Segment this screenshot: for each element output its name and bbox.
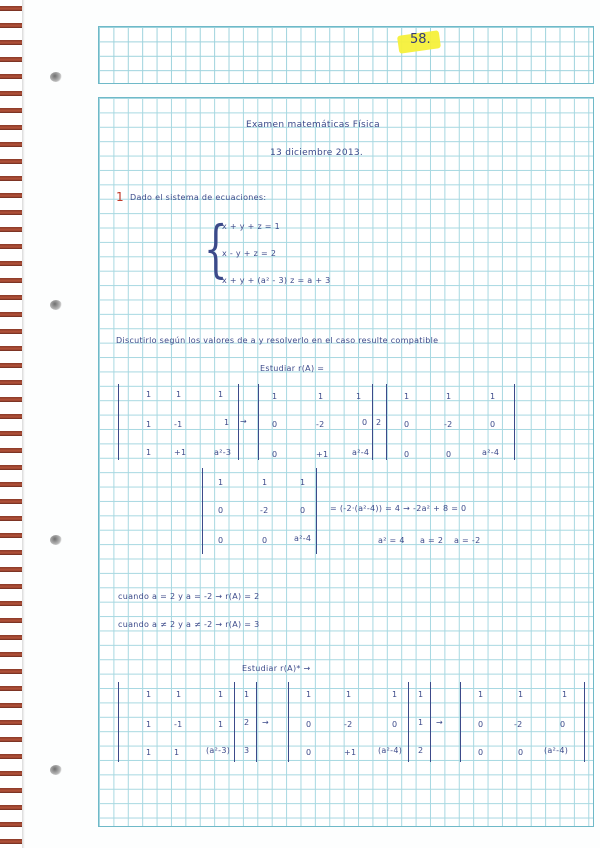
e2-cell: 0 (392, 720, 398, 729)
arrow: → (240, 417, 248, 426)
e1-cell: 1 (176, 690, 182, 699)
arrow: → (436, 718, 444, 727)
m2-cell: 0 (272, 450, 278, 459)
m3-cell: a²-4 (482, 448, 500, 457)
matrix-bar (258, 384, 259, 460)
e1-cell: 1 (146, 690, 152, 699)
m1-cell: 1 (224, 418, 230, 427)
e2-cell: +1 (344, 748, 357, 757)
m3-cell: 0 (404, 450, 410, 459)
determinant-expression: = (-2·(a²-4)) = 4 → -2a² + 8 = 0 (330, 504, 467, 513)
m2-cell: 1 (356, 392, 362, 401)
exam-date: 13 diciembre 2013. (270, 148, 364, 158)
m2-cell: 0 (272, 420, 278, 429)
m2-cell: a²-4 (352, 448, 370, 457)
header-grid (98, 26, 594, 84)
e3-cell: 1 (518, 690, 524, 699)
m4-cell: 1 (300, 478, 306, 487)
m4-cell: 0 (300, 506, 306, 515)
extended-rank-label: Estudiar r(A)* → (242, 664, 311, 673)
m3-cell: -2 (444, 420, 453, 429)
ext-matrix-bar (460, 682, 461, 762)
case-rank-2: cuando a = 2 y a = -2 → r(A) = 2 (118, 592, 260, 601)
problem-statement: Dado el sistema de ecuaciones: (130, 193, 267, 202)
e2-cell: 1 (418, 718, 424, 727)
page-number: 58. (410, 32, 431, 47)
e1-cell: 3 (244, 746, 250, 755)
m1-cell: a²-3 (214, 448, 232, 457)
m1-cell: 1 (146, 390, 152, 399)
row-op: 2 (376, 418, 382, 427)
problem-instruction: Discutirlo según los valores de a y resolverlo en el caso resulte compatible (116, 336, 439, 345)
determinant-bar (316, 468, 317, 554)
matrix-bar (118, 384, 119, 460)
e2-cell: (a²-4) (378, 746, 403, 755)
equation-1: x + y + z = 1 (222, 222, 281, 231)
m4-cell: -2 (260, 506, 269, 515)
punch-hole (50, 765, 62, 775)
rank-label: Estudiar r(A) = (260, 364, 325, 373)
e3-cell: 0 (478, 720, 484, 729)
e1-cell: 1 (146, 748, 152, 757)
e3-cell: 1 (478, 690, 484, 699)
e2-cell: -2 (344, 720, 353, 729)
m3-cell: 1 (404, 392, 410, 401)
e1-cell: -1 (174, 720, 183, 729)
matrix-bar (386, 384, 387, 460)
page-edge (22, 0, 25, 848)
equation-3: x + y + (a² - 3) z = a + 3 (222, 276, 331, 285)
determinant-bar (202, 468, 203, 554)
m4-cell: 1 (218, 478, 224, 487)
e1-cell: 1 (174, 748, 180, 757)
e3-cell: -2 (514, 720, 523, 729)
ext-matrix-bar (430, 682, 431, 762)
m2-cell: 1 (272, 392, 278, 401)
e1-cell: 1 (244, 690, 250, 699)
m1-cell: +1 (174, 448, 187, 457)
e2-cell: 0 (306, 748, 312, 757)
m3-cell: 0 (490, 420, 496, 429)
e1-cell: 2 (244, 718, 250, 727)
m4-cell: 0 (218, 536, 224, 545)
m1-cell: 1 (176, 390, 182, 399)
m1-cell: 1 (146, 420, 152, 429)
punch-hole (50, 300, 62, 310)
e1-cell: (a²-3) (206, 746, 231, 755)
solve-line: a = 2 (420, 536, 444, 545)
e1-cell: 1 (218, 720, 224, 729)
ext-matrix-divider (234, 682, 235, 762)
e3-cell: (a²-4) (544, 746, 569, 755)
solve-line: a = -2 (454, 536, 481, 545)
punch-hole (50, 535, 62, 545)
e2-cell: 0 (306, 720, 312, 729)
matrix-bar (514, 384, 515, 460)
ext-matrix-bar (288, 682, 289, 762)
e1-cell: 1 (218, 690, 224, 699)
grid-paper (98, 97, 594, 827)
m3-cell: 0 (404, 420, 410, 429)
case-rank-3: cuando a ≠ 2 y a ≠ -2 → r(A) = 3 (118, 620, 260, 629)
m2-cell: 1 (318, 392, 324, 401)
m4-cell: 0 (218, 506, 224, 515)
matrix-bar (372, 384, 373, 460)
m1-cell: 1 (218, 390, 224, 399)
m4-cell: 0 (262, 536, 268, 545)
m2-cell: -2 (316, 420, 325, 429)
e1-cell: 1 (146, 720, 152, 729)
system-brace: { (203, 212, 228, 285)
m4-cell: 1 (262, 478, 268, 487)
e3-cell: 0 (560, 720, 566, 729)
ext-matrix-bar (118, 682, 119, 762)
e2-cell: 1 (346, 690, 352, 699)
m3-cell: 1 (490, 392, 496, 401)
problem-number: 1 (116, 190, 124, 204)
ext-matrix-divider (408, 682, 409, 762)
m2-cell: +1 (316, 450, 329, 459)
equation-2: x - y + z = 2 (222, 249, 277, 258)
e3-cell: 0 (478, 748, 484, 757)
m2-cell: 0 (362, 418, 368, 427)
ext-matrix-bar (584, 682, 585, 762)
m4-cell: a²-4 (294, 534, 312, 543)
e2-cell: 1 (418, 690, 424, 699)
exam-title: Examen matemáticas Física (246, 120, 380, 130)
e3-cell: 1 (562, 690, 568, 699)
punch-hole (50, 72, 62, 82)
e2-cell: 1 (306, 690, 312, 699)
m3-cell: 0 (446, 450, 452, 459)
m1-cell: -1 (174, 420, 183, 429)
arrow: → (262, 718, 270, 727)
e2-cell: 1 (392, 690, 398, 699)
spiral-binding (0, 0, 22, 848)
e3-cell: 0 (518, 748, 524, 757)
solve-line: a² = 4 (378, 536, 405, 545)
m3-cell: 1 (446, 392, 452, 401)
matrix-bar (238, 384, 239, 460)
e2-cell: 2 (418, 746, 424, 755)
m1-cell: 1 (146, 448, 152, 457)
ext-matrix-bar (256, 682, 257, 762)
